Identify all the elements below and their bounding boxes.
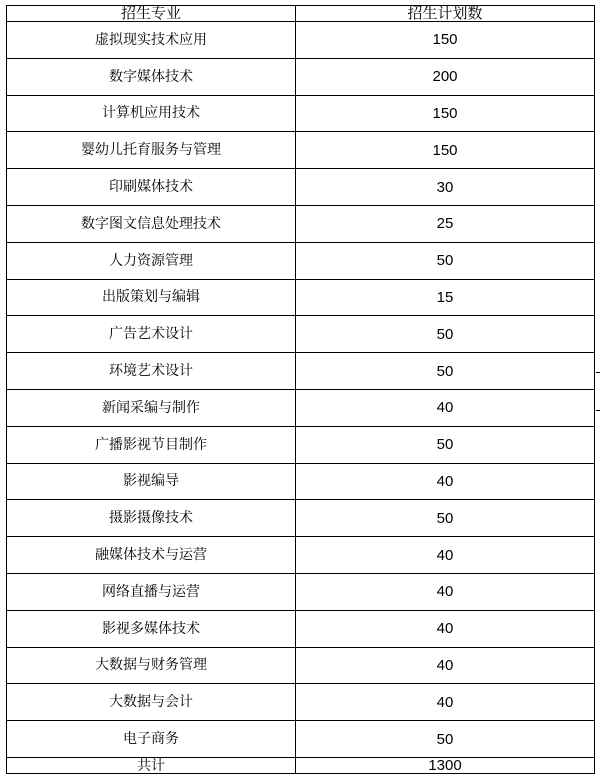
plan-cell: 150 [296, 132, 595, 169]
total-label: 共计 [7, 758, 296, 774]
table-header [7, 6, 595, 22]
table-row [7, 610, 595, 647]
table-row [7, 169, 595, 206]
major-cell: 印刷媒体技术 [7, 169, 296, 206]
table-row [7, 426, 595, 463]
major-cell: 影视多媒体技术 [7, 610, 296, 647]
table-row [7, 279, 595, 316]
major-cell: 融媒体技术与运营 [7, 537, 296, 574]
major-cell: 虚拟现实技术应用 [7, 22, 296, 59]
table-row [7, 58, 595, 95]
major-cell: 广播影视节目制作 [7, 426, 296, 463]
header-row [7, 6, 595, 22]
plan-cell: 150 [296, 95, 595, 132]
plan-cell: 40 [296, 610, 595, 647]
major-cell: 数字媒体技术 [7, 58, 296, 95]
plan-cell: 40 [296, 389, 595, 426]
plan-cell: 50 [296, 316, 595, 353]
plan-cell: 50 [296, 500, 595, 537]
major-cell: 环境艺术设计 [7, 353, 296, 390]
plan-cell: 200 [296, 58, 595, 95]
plan-cell: 40 [296, 684, 595, 721]
plan-cell: 150 [296, 22, 595, 59]
table-row [7, 95, 595, 132]
major-cell: 电子商务 [7, 721, 296, 758]
table-row [7, 22, 595, 59]
plan-cell: 50 [296, 242, 595, 279]
table-row [7, 500, 595, 537]
major-cell: 新闻采编与制作 [7, 389, 296, 426]
major-cell: 广告艺术设计 [7, 316, 296, 353]
major-cell: 大数据与财务管理 [7, 647, 296, 684]
major-cell: 网络直播与运营 [7, 573, 296, 610]
major-cell: 数字图文信息处理技术 [7, 205, 296, 242]
table-body [7, 22, 595, 758]
plan-cell: 25 [296, 205, 595, 242]
table-footer [7, 758, 595, 774]
total-row [7, 758, 595, 774]
table-row [7, 132, 595, 169]
plan-cell: 50 [296, 426, 595, 463]
table-row [7, 205, 595, 242]
enrollment-plan-table [6, 5, 595, 774]
edge-tick-mark [596, 410, 600, 411]
table-row [7, 573, 595, 610]
table-row [7, 721, 595, 758]
table-row [7, 647, 595, 684]
edge-tick-mark [596, 372, 600, 373]
plan-cell: 40 [296, 573, 595, 610]
plan-cell: 40 [296, 463, 595, 500]
major-cell: 摄影摄像技术 [7, 500, 296, 537]
plan-cell: 40 [296, 537, 595, 574]
major-cell: 计算机应用技术 [7, 95, 296, 132]
table-row [7, 463, 595, 500]
plan-cell: 50 [296, 721, 595, 758]
table-row [7, 537, 595, 574]
table-row [7, 242, 595, 279]
total-value: 1300 [296, 758, 595, 774]
major-cell: 大数据与会计 [7, 684, 296, 721]
table-row [7, 353, 595, 390]
table-row [7, 684, 595, 721]
plan-cell: 30 [296, 169, 595, 206]
plan-cell: 50 [296, 353, 595, 390]
table-row [7, 389, 595, 426]
table-row [7, 316, 595, 353]
major-cell: 影视编导 [7, 463, 296, 500]
header-plan: 招生计划数 [296, 6, 595, 22]
plan-cell: 15 [296, 279, 595, 316]
major-cell: 婴幼儿托育服务与管理 [7, 132, 296, 169]
plan-cell: 40 [296, 647, 595, 684]
major-cell: 出版策划与编辑 [7, 279, 296, 316]
major-cell: 人力资源管理 [7, 242, 296, 279]
header-major: 招生专业 [7, 6, 296, 22]
